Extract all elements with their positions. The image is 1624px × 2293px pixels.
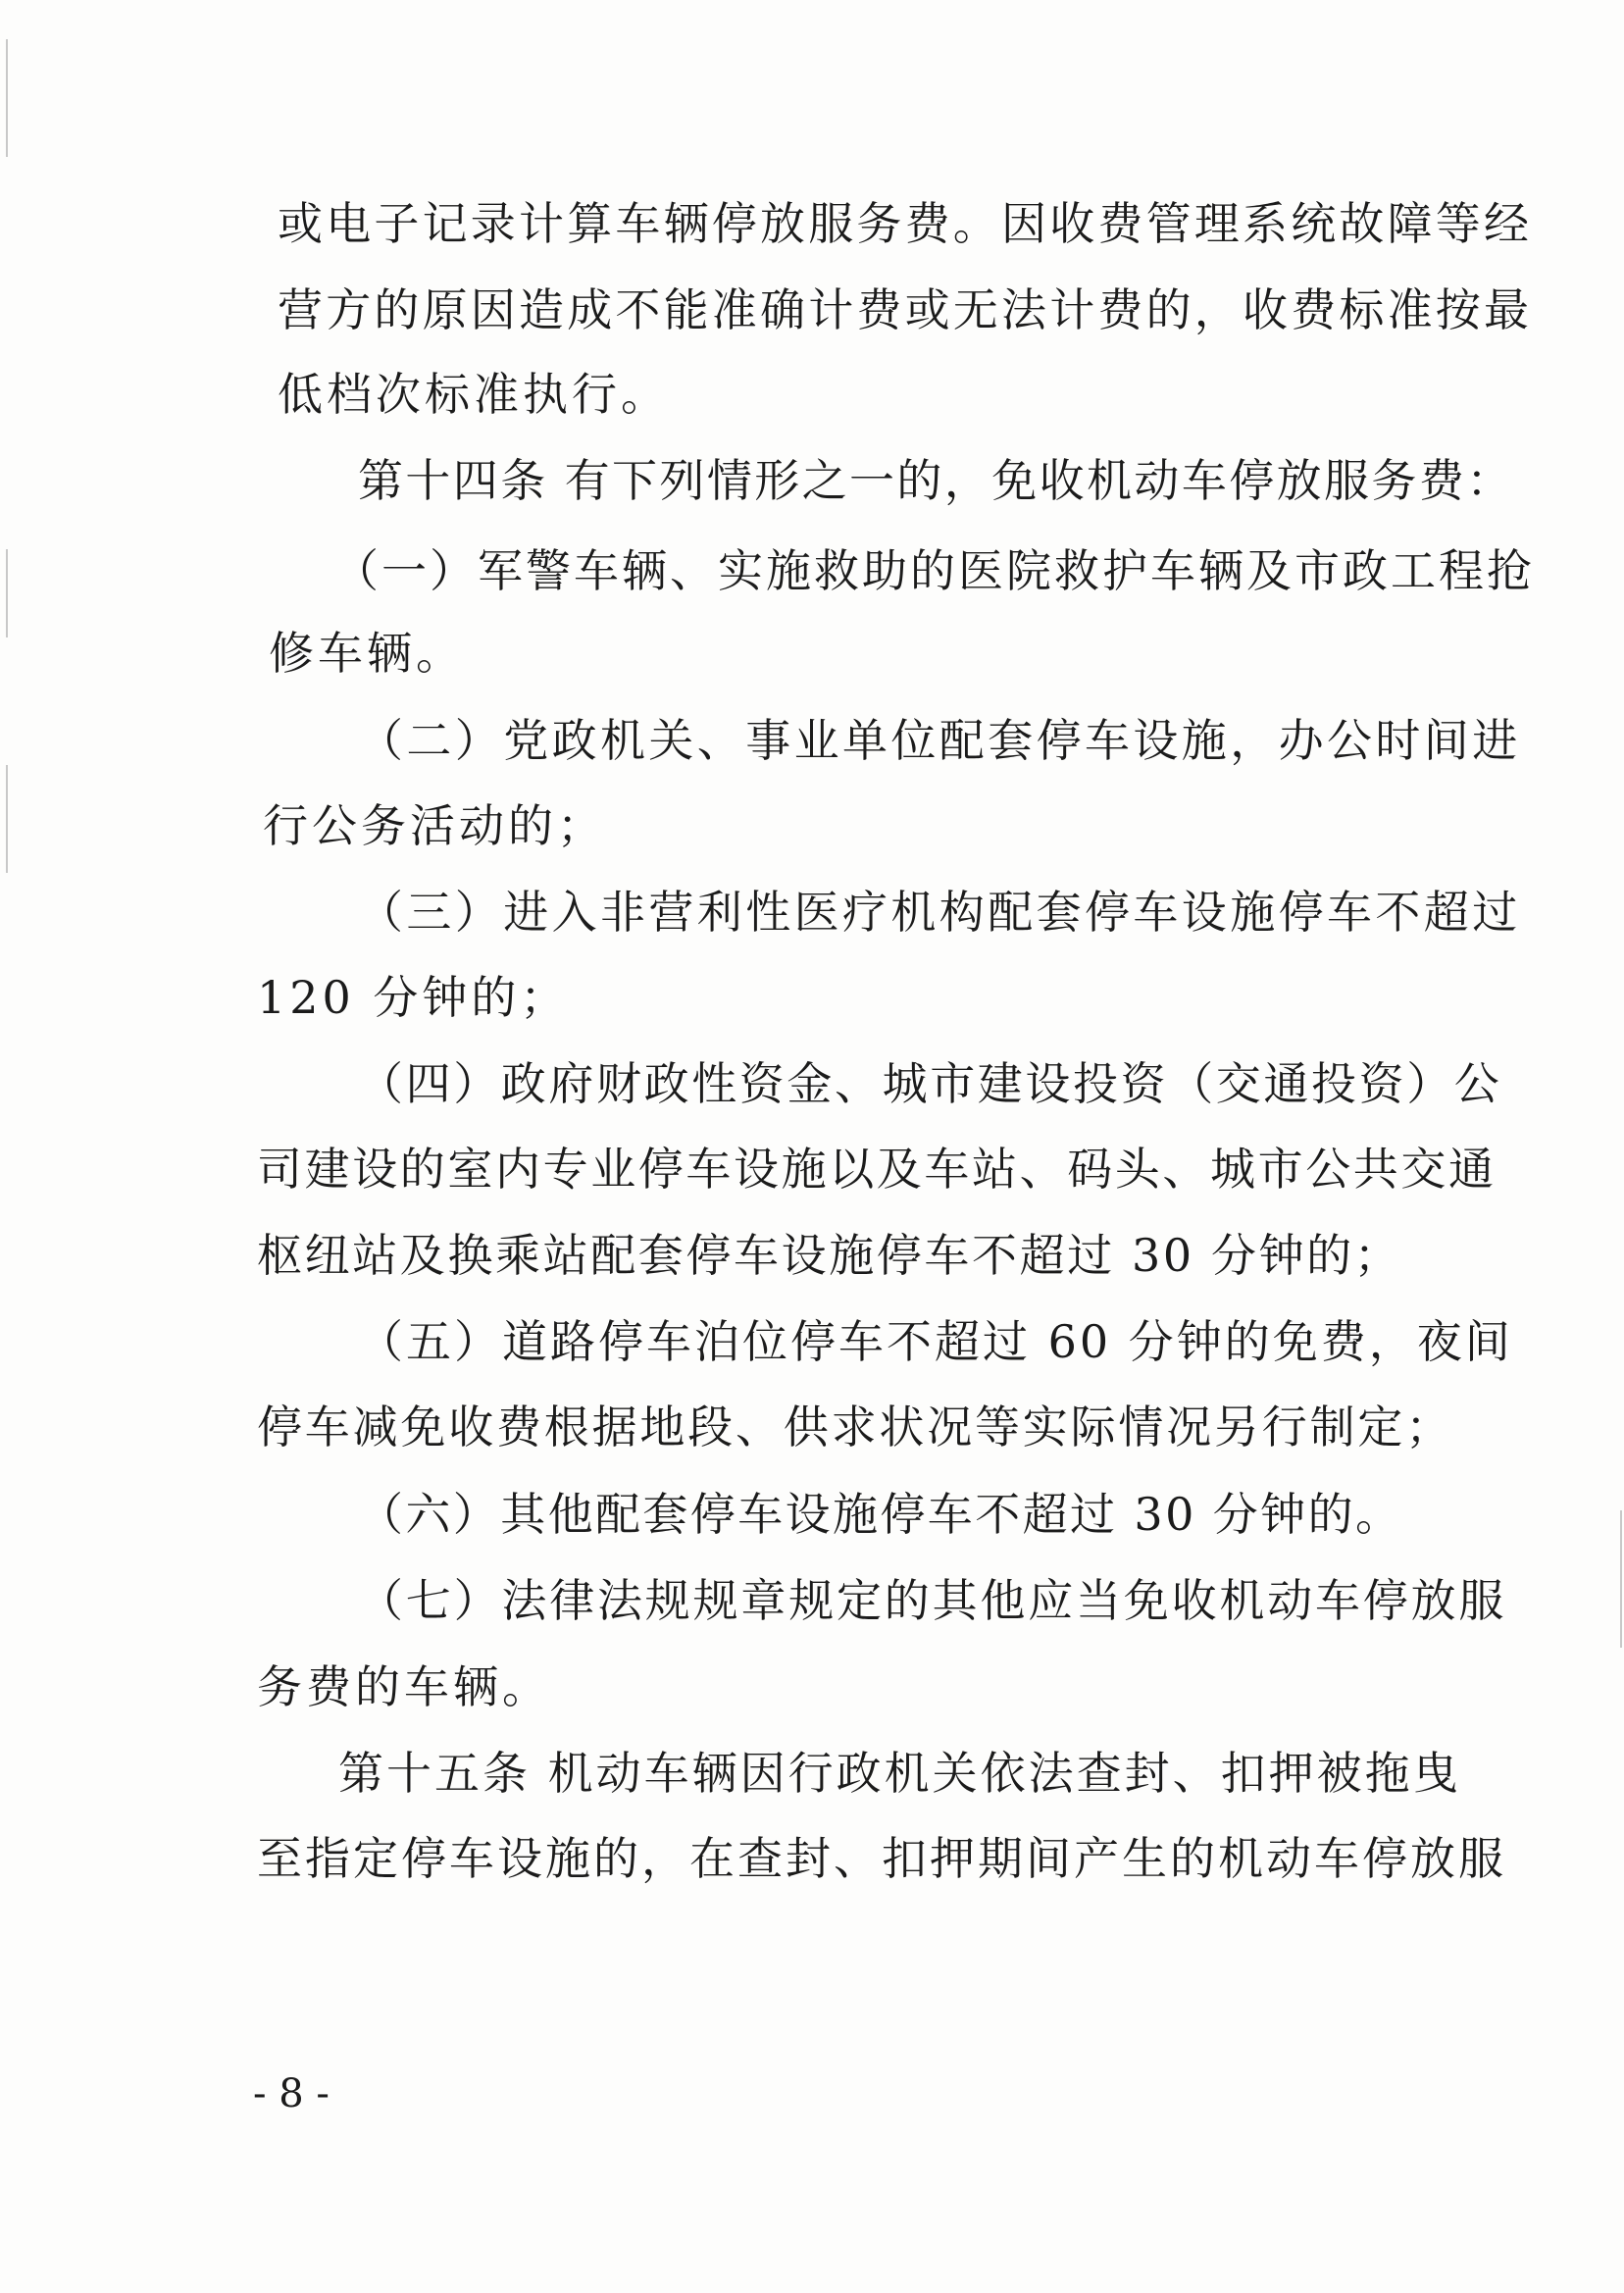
body-text-line: 至指定停车设施的，在查封、扣押期间产生的机动车停放服 [257,1832,1506,1885]
body-text-line: 低档次标准执行。 [278,368,670,421]
list-item-line: 枢纽站及换乘站配套停车设施停车不超过 30 分钟的； [257,1229,1402,1282]
body-text-line: 或电子记录计算车辆停放服务费。因收费管理系统故障等经 [278,197,1533,250]
scan-edge-mark [6,549,8,637]
list-item-line: （三）进入非营利性医疗机构配套停车设施停车不超过 [358,886,1521,939]
list-item-line: 修车辆。 [269,627,465,680]
list-item-line: 司建设的室内专业停车设施以及车站、码头、城市公共交通 [257,1143,1497,1196]
list-item-line: 停车减免收费根据地段、供求状况等实际情况另行制定； [257,1401,1453,1453]
list-item-line: （七）法律法规规章规定的其他应当免收机动车停放服 [358,1574,1507,1627]
list-item-line: （六）其他配套停车设施停车不超过 30 分钟的。 [358,1488,1403,1541]
list-item-line: 行公务活动的； [263,799,606,852]
list-item-line: （五）道路停车泊位停车不超过 60 分钟的免费，夜间 [358,1315,1513,1368]
page-number: - 8 - [253,2071,330,2116]
scan-edge-mark [1620,1510,1622,1648]
scan-edge-mark [6,765,8,873]
list-item-line: 务费的车辆。 [257,1660,551,1713]
body-text-line: 营方的原因造成不能准确计费或无法计费的，收费标准按最 [278,283,1533,336]
article-heading-line: 第十四条 有下列情形之一的，免收机动车停放服务费： [358,454,1514,507]
list-item-line: （二）党政机关、事业单位配套停车设施，办公时间进 [358,714,1521,767]
article-heading-line: 第十五条 机动车辆因行政机关依法查封、扣押被拖曳 [338,1747,1461,1800]
list-item-line: 120 分钟的； [257,971,570,1024]
list-item-line: （一）军警车辆、实施救助的医院救护车辆及市政工程抢 [333,544,1535,597]
list-item-line: （四）政府财政性资金、城市建设投资（交通投资）公 [358,1057,1502,1110]
scan-edge-mark [6,39,8,157]
